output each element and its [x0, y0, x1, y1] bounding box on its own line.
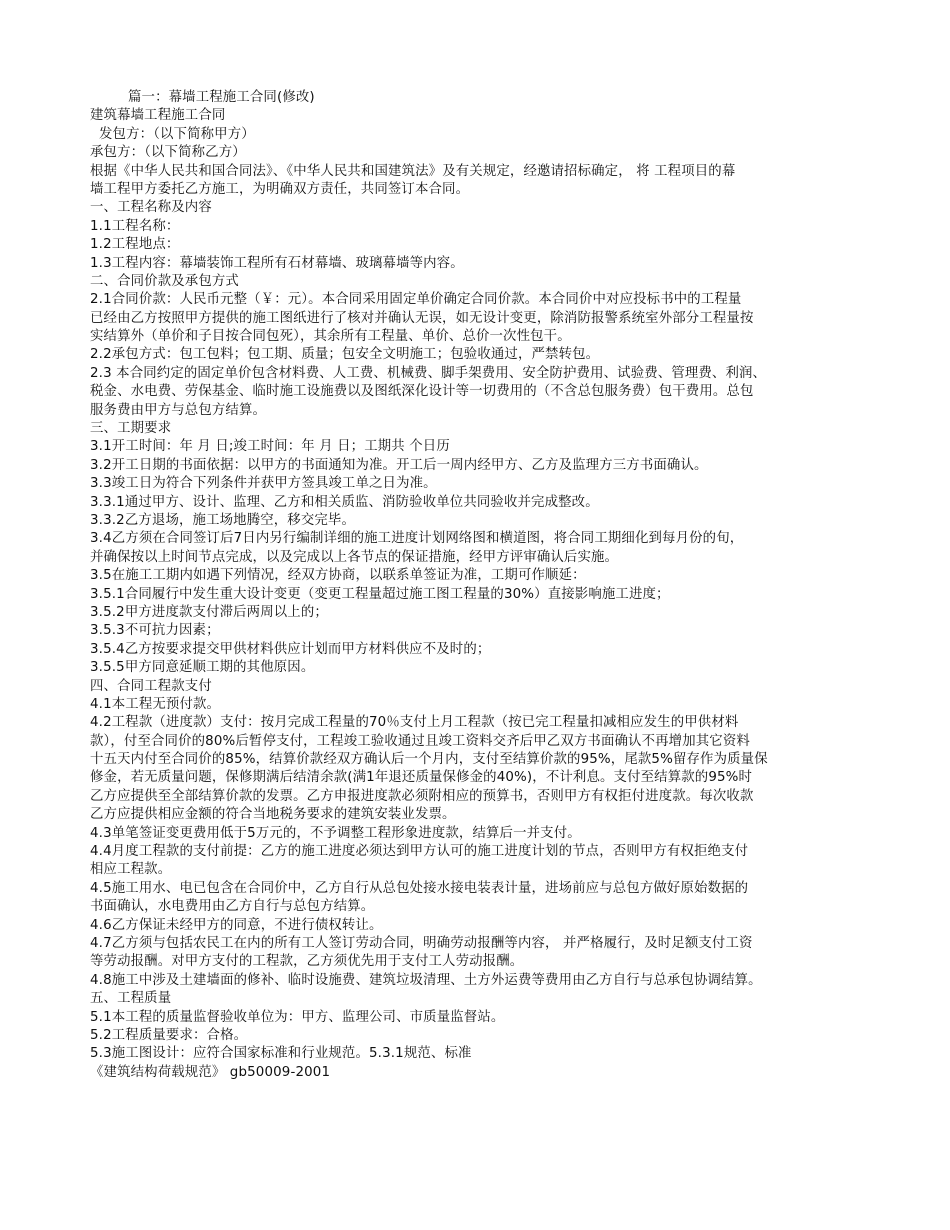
text-line: 3.5在施工工期内如遇下列情况，经双方协商，以联系单签证为准，工期可作顺延：: [90, 568, 586, 584]
text-line: 服务费由甲方与总包方结算。: [90, 402, 267, 418]
text-line: 五、工程质量: [90, 991, 172, 1007]
text-line: 实结算外（单价和子目按合同包死），其余所有工程量、单价、总价一次性包干。: [90, 329, 571, 345]
text-line: 《建筑结构荷载规范》 gb50009-2001: [90, 1064, 331, 1080]
text-line: 3.5.5甲方同意延顺工期的其他原因。: [90, 660, 315, 676]
text-line: 3.3.2乙方退场，施工场地腾空，移交完毕。: [90, 512, 356, 528]
text-line: 2.3 本合同约定的固定单价包含材料费、人工费、机械费、脚手架费用、安全防护费用、试验费、管理费、利润、: [90, 365, 767, 381]
contract-text: [90, 89, 880, 1082]
text-line: 4.4月度工程款的支付前提：乙方的施工进度必须达到甲方认可的施工进度计划的节点，否则甲方有权拒绝支付: [90, 844, 749, 860]
text-line: 3.5.1合同履行中发生重大设计变更（变更工程量超过施工图工程量的30%）直接影响施工进度；: [90, 586, 670, 602]
text-line: 建筑幕墙工程施工合同: [90, 108, 226, 124]
text-line: 4.8施工中涉及土建墙面的修补、临时设施费、建筑垃圾清理、土方外运费等费用由乙方自行与总承包协调结算。: [90, 972, 762, 988]
text-line: 已经由乙方按照甲方提供的施工图纸进行了核对并确认无误，如无设计变更，除消防报警系统室外部分工程量按: [90, 310, 754, 326]
text-line: 3.1开工时间：年 月 日;竣工时间：年 月 日；工期共 个日历: [90, 439, 450, 455]
text-line: 3.5.4乙方按要求提交甲供材料供应计划而甲方材料供应不及时的；: [90, 641, 491, 657]
text-line: 4.2工程款（进度款）支付：按月完成工程量的70％支付上月工程款（按已完工程量扣减相应发生的甲供材料: [90, 715, 739, 731]
text-line: 三、工期要求: [90, 421, 172, 437]
text-line: 4.5施工用水、电已包含在合同价中，乙方自行从总包处接水接电装表计量，进场前应与总包方做好原始数据的: [90, 880, 749, 896]
text-line: 1.1工程名称：: [90, 218, 180, 234]
text-line: 四、合同工程款支付: [90, 678, 212, 694]
text-line: 5.2工程质量要求：合格。: [90, 1027, 248, 1043]
text-line: 5.3施工图设计：应符合国家标准和行业规范。5.3.1规范、标准: [90, 1046, 472, 1062]
text-line: 3.5.3不可抗力因素；: [90, 623, 220, 639]
text-line: 承包方：（以下简称乙方）: [90, 145, 246, 161]
text-line: 5.1本工程的质量监督验收单位为：甲方、监理公司、市质量监督站。: [90, 1009, 505, 1025]
text-line: 二、合同价款及承包方式: [90, 273, 239, 289]
text-line: 4.6乙方保证未经甲方的同意，不进行债权转让。: [90, 917, 383, 933]
text-line: 发包方：（以下简称甲方）: [99, 126, 255, 142]
text-line: 税金、水电费、劳保基金、临时施工设施费以及图纸深化设计等一切费用的（不含总包服务费）包干费用。总包: [90, 384, 754, 400]
text-line: 3.3.1通过甲方、设计、监理、乙方和相关质监、消防验收单位共同验收并完成整改。: [90, 494, 599, 510]
text-line: 等劳动报酬。对甲方支付的工程款，乙方须优先用于支付工人劳动报酬。: [90, 954, 524, 970]
text-line: 3.3竣工日为符合下列条件并获甲方签具竣工单之日为准。: [90, 476, 437, 492]
text-line: 相应工程款。: [90, 862, 172, 878]
text-line: 3.2开工日期的书面依据：以甲方的书面通知为准。开工后一周内经甲方、乙方及监理方三方书面确认。: [90, 457, 708, 473]
document-title: 篇一：幕墙工程施工合同(修改): [128, 90, 315, 105]
text-line: 2.2承包方式：包工包料；包工期、质量；包安全文明施工；包验收通过，严禁转包。: [90, 347, 600, 363]
text-line: 4.1本工程无预付款。: [90, 696, 221, 712]
text-line: 4.3单笔签证变更费用低于5万元的，不予调整工程形象进度款，结算后一并支付。: [90, 825, 581, 841]
text-line: 1.2工程地点：: [90, 237, 180, 253]
text-line: 3.5.2甲方进度款支付滞后两周以上的；: [90, 604, 328, 620]
text-line: 2.1合同价款：人民币元整（￥：元）。本合同采用固定单价确定合同价款。本合同价中对应投标书中的工程量: [90, 292, 742, 308]
text-line: 4.7乙方须与包括农民工在内的所有工人签订劳动合同，明确劳动报酬等内容， 并严格履行，及时足额支付工资: [90, 935, 753, 951]
text-line: 墙工程甲方委托乙方施工，为明确双方责任，共同签订本合同。: [90, 181, 470, 197]
text-line: 1.3工程内容：幕墙装饰工程所有石材幕墙、玻璃幕墙等内容。: [90, 255, 464, 271]
text-line: 3.4乙方须在合同签订后7日内另行编制详细的施工进度计划网络图和横道图，将合同工期细化到每月份的旬，: [90, 531, 744, 547]
text-line: 乙方应提供至全部结算价款的发票。乙方申报进度款必须附相应的预算书，否则甲方有权拒付进度款。每次收款: [90, 788, 754, 804]
text-line: 款），付至合同价的80%后暂停支付，工程竣工验收通过且竣工资料交齐后甲乙双方书面确认不再增加其它资料: [90, 733, 750, 749]
text-line: 乙方应提供相应金额的符合当地税务要求的建筑安装业发票。: [90, 807, 456, 823]
text-line: 一、工程名称及内容: [90, 200, 212, 216]
text-line: 修金，若无质量问题，保修期满后结清余款(满1年退还质量保修金的40%)，不计利息。支付至结算款的95%时: [90, 770, 753, 786]
text-line: 书面确认，水电费用由乙方自行与总包方结算。: [90, 899, 375, 915]
text-line: 并确保按以上时间节点完成，以及完成以上各节点的保证措施，经甲方评审确认后实施。: [90, 549, 619, 565]
text-line: 根据《中华人民共和国合同法》、《中华人民共和国建筑法》及有关规定，经邀请招标确定， 将 工程项目的幕: [90, 163, 736, 179]
text-line: 十五天内付至合同价的85%，结算价款经双方确认后一个月内，支付至结算价款的95%，尾款5%留存作为质量保: [90, 752, 768, 768]
